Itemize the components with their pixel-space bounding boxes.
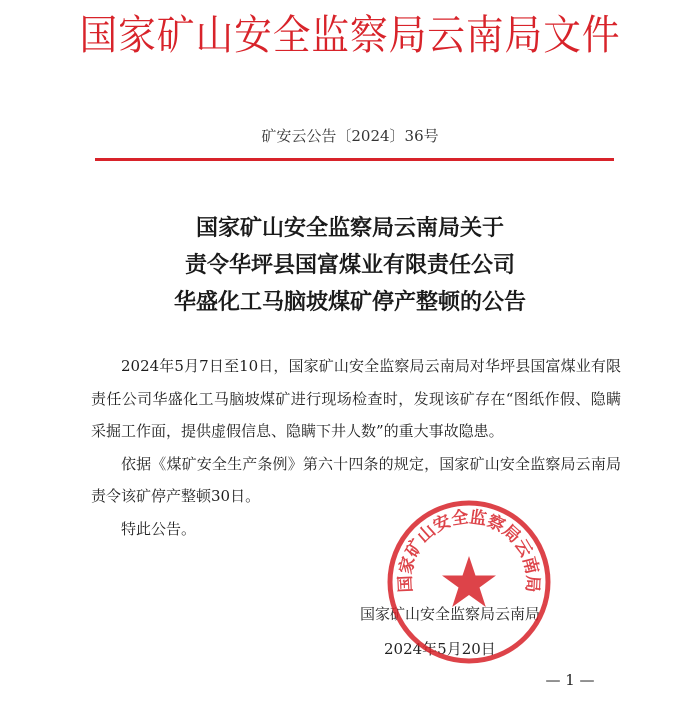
notice-title-line-2: 责令华坪县国富煤业有限责任公司 bbox=[184, 253, 515, 278]
body-paragraph-1: 2024年5月7日至10日，国家矿山安全监察局云南局对华坪县国富煤业有限责任公司华盛化工马脑坡煤矿进行现场检查时，发现该矿存在“图纸作假、隐瞒采掘工作面，提供虚假信息、隐瞒下井人数”的重大事故隐患。 bbox=[91, 357, 621, 440]
body-paragraph-2: 依据《煤矿安全生产条例》第六十四条的规定，国家矿山安全监察局云南局责令该矿停产整顿30日。 bbox=[91, 454, 621, 505]
official-seal-icon bbox=[385, 498, 553, 666]
signature-date: 2024年5月20日 bbox=[384, 640, 496, 658]
header-divider bbox=[95, 158, 614, 161]
official-seal bbox=[385, 498, 553, 666]
seal-star-icon bbox=[442, 556, 496, 607]
notice-title-line-3: 华盛化工马脑坡煤矿停产整顿的公告 bbox=[173, 290, 526, 315]
body-paragraph-3: 特此公告。 bbox=[121, 519, 197, 538]
document-number: 矿安云公告〔2024〕36号 bbox=[261, 127, 439, 145]
signature-organization: 国家矿山安全监察局云南局 bbox=[360, 605, 541, 623]
page-number: — 1 — bbox=[545, 671, 595, 689]
notice-title-line-1: 国家矿山安全监察局云南局关于 bbox=[195, 216, 504, 241]
document-header-title: 国家矿山安全监察局云南局文件 bbox=[79, 11, 621, 59]
seal-text: 国家矿山安全监察局云南局 bbox=[395, 507, 543, 593]
